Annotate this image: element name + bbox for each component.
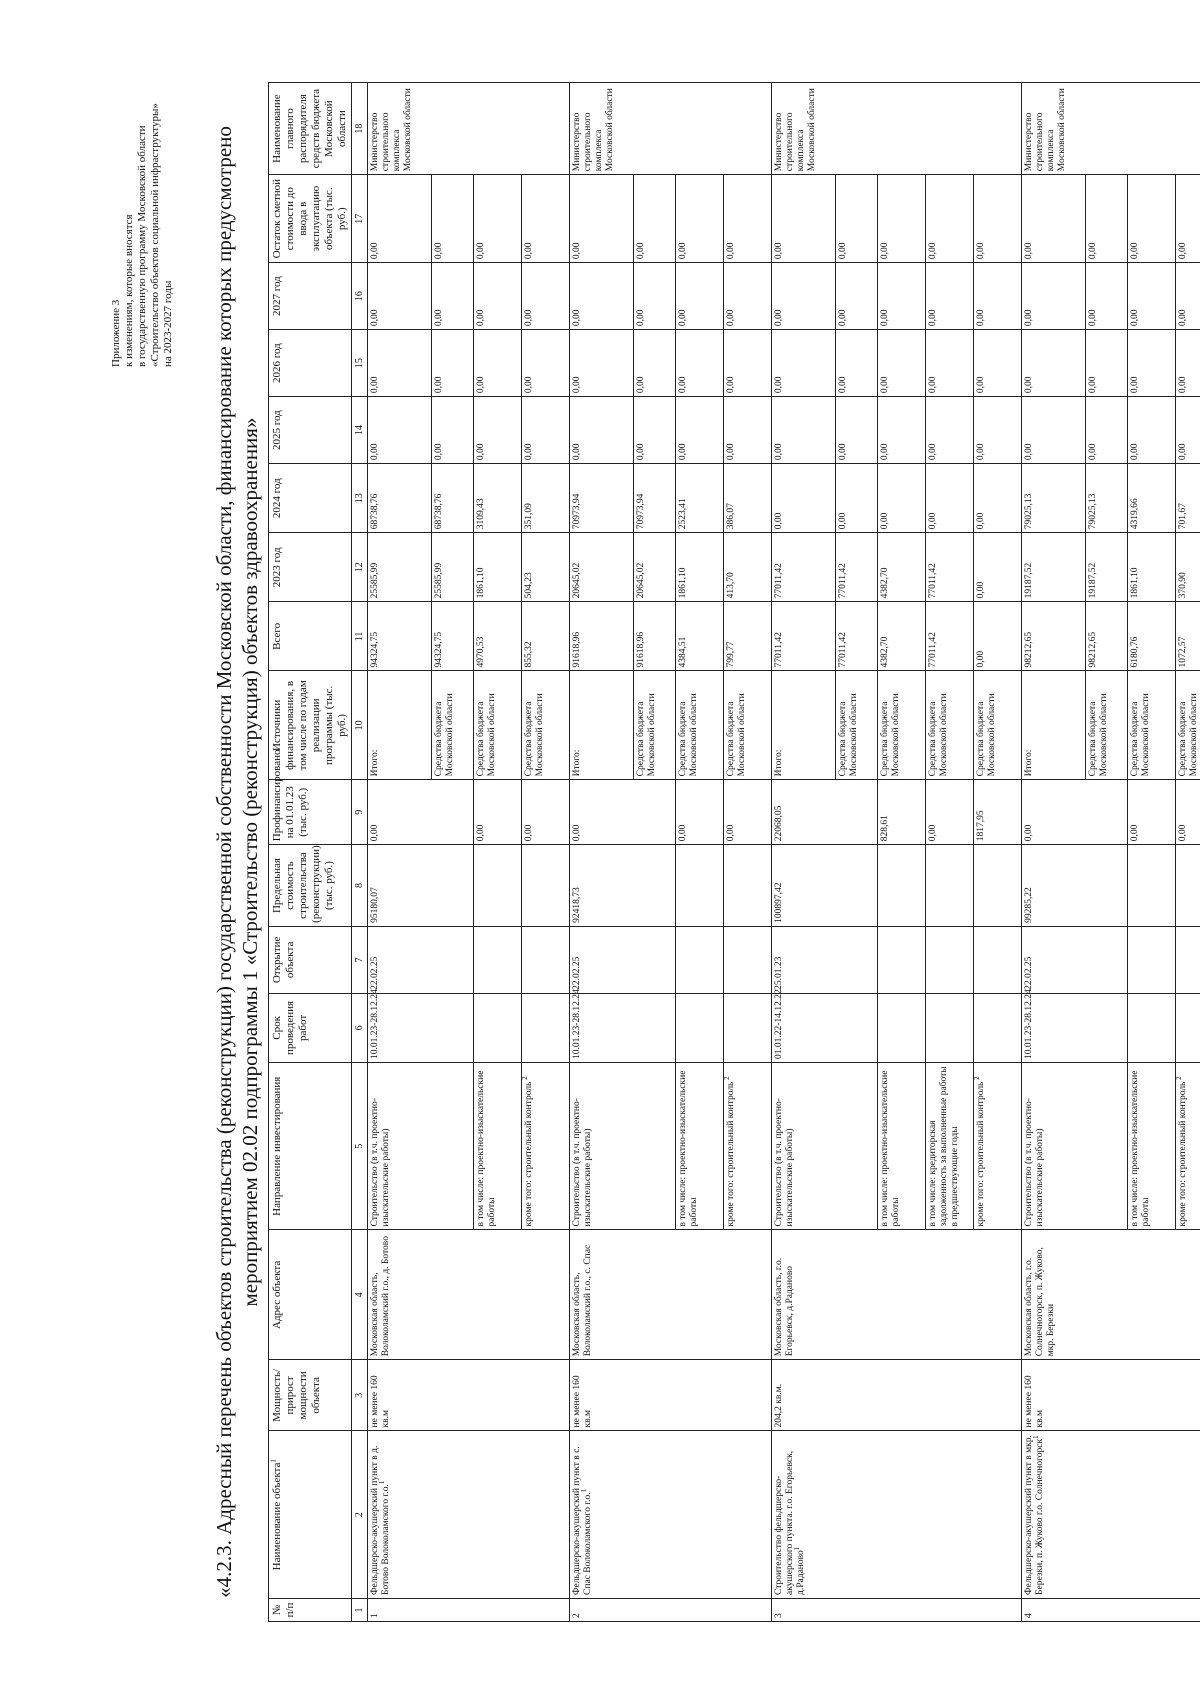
opening-cell: 25.01.23 [772, 926, 878, 993]
source-cell: Средства бюджета Московской области [1176, 671, 1200, 780]
year-2027-cell: 0,00 [1128, 263, 1176, 330]
table-body [368, 83, 1200, 1622]
year-2023-cell: 77011,42 [772, 533, 836, 602]
year-2026-cell: 0,00 [926, 330, 974, 397]
financed-cell: 0,00 [368, 780, 474, 845]
year-2027-cell: 0,00 [634, 263, 676, 330]
rest-cell: 0,00 [432, 175, 474, 263]
year-2026-cell: 0,00 [1176, 330, 1200, 397]
rest-cell: 0,00 [772, 175, 836, 263]
total-cell: 855,32 [522, 602, 570, 671]
total-cell: 4384,51 [676, 602, 724, 671]
year-2025-cell: 0,00 [974, 397, 1022, 464]
object-name-text: Строительство фельдшерско-акушерского пункта. г.о. Егорьевск, д.Раданово [774, 1450, 806, 1595]
address-list-table [268, 82, 1200, 1622]
total-cell: 4970,53 [474, 602, 522, 671]
table-row [772, 83, 836, 1622]
rest-cell: 0,00 [474, 175, 522, 263]
limit-cost-cell: 99285,22 [1022, 845, 1128, 927]
year-2025-cell: 0,00 [772, 397, 836, 464]
object-name-cell [368, 1431, 570, 1599]
financed-cell: 0,00 [724, 780, 772, 845]
year-2025-cell: 0,00 [1176, 397, 1200, 464]
year-2023-cell: 4382,70 [878, 533, 926, 602]
year-2025-cell: 0,00 [836, 397, 878, 464]
opening-cell [676, 926, 724, 993]
object-number-cell: 2 [570, 1598, 772, 1621]
total-cell: 91618,96 [634, 602, 676, 671]
object-number-cell: 3 [772, 1598, 1022, 1621]
column-number: 3 [352, 1360, 368, 1431]
year-2024-cell: 0,00 [926, 464, 974, 533]
year-2027-cell: 0,00 [836, 263, 878, 330]
financed-cell: 0,00 [1022, 780, 1128, 845]
source-cell: Итого: [1022, 671, 1086, 780]
direction-cell: кроме того: строительный контроль $^2$ [974, 1062, 1022, 1230]
appendix-line: к изменениям, которые вносятся [123, 214, 135, 367]
year-2025-cell: 0,00 [1022, 397, 1086, 464]
footnote-mark: 1 [579, 1488, 588, 1493]
total-cell: 77011,42 [836, 602, 878, 671]
year-2027-cell: 0,00 [1176, 263, 1200, 330]
year-2026-cell: 0,00 [772, 330, 836, 397]
year-2027-cell: 0,00 [432, 263, 474, 330]
capacity-cell: 204,2 кв.м. [772, 1360, 1022, 1431]
header-sources: Источники финансирования, в том числе по годам реализации программы (тыс. руб.) [269, 671, 352, 780]
header-2027: 2027 год [269, 263, 352, 330]
opening-cell: 22.02.25 [1022, 926, 1128, 993]
column-number: 17 [352, 175, 368, 263]
year-2026-cell: 0,00 [474, 330, 522, 397]
header-2025: 2025 год [269, 397, 352, 464]
direction-cell: в том числе: проектно-изыскательские работы [1128, 1062, 1176, 1230]
year-2024-cell: 70973,94 [570, 464, 634, 533]
header-2023: 2023 год [269, 533, 352, 602]
year-2023-cell: 19187,52 [1022, 533, 1086, 602]
object-name-cell [1022, 1431, 1200, 1599]
column-numbers-row [352, 83, 368, 1622]
year-2024-cell: 70973,94 [634, 464, 676, 533]
year-2024-cell: 68738,76 [432, 464, 474, 533]
address-cell: Московская область, г.о. Солнечногорск, п. Жуково, мкр. Березки [1022, 1230, 1200, 1360]
year-2025-cell: 0,00 [522, 397, 570, 464]
year-2024-cell: 2523,41 [676, 464, 724, 533]
rest-cell: 0,00 [676, 175, 724, 263]
year-2023-cell: 1861,10 [474, 533, 522, 602]
opening-cell [974, 926, 1022, 993]
manager-cell: Министерство строительного комплекса Московской области [772, 83, 1022, 175]
term-cell [1176, 993, 1200, 1062]
financed-cell: 0,00 [1128, 780, 1176, 845]
total-cell: 799,77 [724, 602, 772, 671]
header-limit-cost: Предельная стоимость строительства (реконструкции) (тыс. руб.) [269, 845, 352, 927]
year-2026-cell: 0,00 [724, 330, 772, 397]
year-2025-cell: 0,00 [676, 397, 724, 464]
term-cell: 10.01.23-28.12.24 [570, 993, 676, 1062]
direction-cell: в том числе: проектно-изыскательские работы [676, 1062, 724, 1230]
appendix-line: Приложение 3 [110, 299, 122, 367]
total-cell: 1072,57 [1176, 602, 1200, 671]
object-name-text: Фельдшерско-акушерский пункт в д. Ботово Волоколамского г.о. [370, 1445, 391, 1595]
year-2024-cell: 0,00 [974, 464, 1022, 533]
header-financed: Профинансировано на 01.01.23 (тыс. руб.) [269, 780, 352, 845]
direction-cell: Строительство (в т.ч. проектно-изыскательские работы) [368, 1062, 474, 1230]
source-cell: Средства бюджета Московской области [1128, 671, 1176, 780]
direction-cell: в том числе: кредиторская задолженность за выполненные работы в предшествующие годы [926, 1062, 974, 1230]
source-cell: Средства бюджета Московской области [432, 671, 474, 780]
financed-cell: 828,61 [878, 780, 926, 845]
column-number: 5 [352, 1062, 368, 1230]
term-cell: 10.01.23-28.12.24 [368, 993, 474, 1062]
rest-cell: 0,00 [836, 175, 878, 263]
limit-cost-cell [522, 845, 570, 927]
object-name-cell [570, 1431, 772, 1599]
year-2027-cell: 0,00 [570, 263, 634, 330]
year-2026-cell: 0,00 [368, 330, 432, 397]
header-total: Всего [269, 602, 352, 671]
year-2025-cell: 0,00 [1128, 397, 1176, 464]
footnote-mark: 2 [520, 1076, 529, 1082]
direction-cell: кроме того: строительный контроль $^2$ [1176, 1062, 1200, 1230]
header-2024: 2024 год [269, 464, 352, 533]
direction-cell: в том числе: проектно-изыскательские работы [878, 1062, 926, 1230]
capacity-cell: не менее 160 кв.м [1022, 1360, 1200, 1431]
total-cell: 91618,96 [570, 602, 634, 671]
footnote-mark: 1 [269, 1459, 278, 1463]
term-cell [474, 993, 522, 1062]
object-name-cell [772, 1431, 1022, 1599]
year-2026-cell: 0,00 [570, 330, 634, 397]
direction-cell: Строительство (в т.ч. проектно-изыскательские работы) [772, 1062, 878, 1230]
financed-cell: 0,00 [570, 780, 676, 845]
term-cell: 10.01.23-28.12.24 [1022, 993, 1128, 1062]
column-number: 15 [352, 330, 368, 397]
header-manager: Наименование главного распорядителя средств бюджета Московской области [269, 83, 352, 175]
limit-cost-cell: 100897,42 [772, 845, 878, 927]
year-2023-cell: 77011,42 [836, 533, 878, 602]
appendix-note [110, 27, 175, 367]
column-number: 13 [352, 464, 368, 533]
year-2027-cell: 0,00 [368, 263, 432, 330]
year-2023-cell: 504,23 [522, 533, 570, 602]
footnote-mark: 2 [722, 1076, 731, 1082]
year-2024-cell: 386,07 [724, 464, 772, 533]
limit-cost-cell: 95180,07 [368, 845, 474, 927]
year-2023-cell: 20645,02 [634, 533, 676, 602]
address-cell: Московская область, Волоколамский г.о., д. Ботово [368, 1230, 570, 1360]
source-cell: Средства бюджета Московской области [1086, 671, 1128, 780]
opening-cell [522, 926, 570, 993]
opening-cell [926, 926, 974, 993]
total-cell: 0,00 [974, 602, 1022, 671]
table-row [368, 83, 432, 1622]
year-2024-cell: 701,67 [1176, 464, 1200, 533]
footnote-mark: 2 [972, 1076, 981, 1082]
year-2027-cell: 0,00 [522, 263, 570, 330]
rest-cell: 0,00 [878, 175, 926, 263]
year-2023-cell: 1861,10 [676, 533, 724, 602]
direction-cell: кроме того: строительный контроль $^2$ [724, 1062, 772, 1230]
total-cell: 4382,70 [878, 602, 926, 671]
term-cell [724, 993, 772, 1062]
source-cell: Средства бюджета Московской области [878, 671, 926, 780]
year-2023-cell: 20645,02 [570, 533, 634, 602]
column-number: 9 [352, 780, 368, 845]
appendix-line: в государственную программу Московской области [136, 125, 148, 367]
source-cell: Средства бюджета Московской области [522, 671, 570, 780]
column-number: 10 [352, 671, 368, 780]
year-2023-cell: 77011,42 [926, 533, 974, 602]
term-cell [676, 993, 724, 1062]
capacity-cell: не менее 160 кв.м [368, 1360, 570, 1431]
year-2025-cell: 0,00 [474, 397, 522, 464]
rest-cell: 0,00 [1022, 175, 1086, 263]
rest-cell: 0,00 [1086, 175, 1128, 263]
manager-cell: Министерство строительного комплекса Московской области [1022, 83, 1200, 175]
source-cell: Средства бюджета Московской области [836, 671, 878, 780]
financed-cell: 0,00 [926, 780, 974, 845]
source-cell: Средства бюджета Московской области [474, 671, 522, 780]
limit-cost-cell [1128, 845, 1176, 927]
year-2026-cell: 0,00 [1086, 330, 1128, 397]
object-name-text: Фельдшерско-акушерский пункт в с. Спас Волоколамского г.о. [572, 1446, 593, 1595]
financed-cell: 1817,95 [974, 780, 1022, 845]
financed-cell: 0,00 [474, 780, 522, 845]
object-number-cell: 1 [368, 1598, 570, 1621]
year-2027-cell: 0,00 [724, 263, 772, 330]
object-name-text: Фельдшерско-акушерский пункт в мкр. Березки, п. Жуково г.о. Солнечногорск [1024, 1435, 1045, 1595]
year-2025-cell: 0,00 [724, 397, 772, 464]
total-cell: 6180,76 [1128, 602, 1176, 671]
year-2026-cell: 0,00 [1128, 330, 1176, 397]
manager-cell: Министерство строительного комплекса Московской области [570, 83, 772, 175]
year-2023-cell: 25585,99 [432, 533, 474, 602]
year-2025-cell: 0,00 [878, 397, 926, 464]
appendix-line: на 2023-2027 годы [162, 280, 174, 367]
year-2024-cell: 68738,76 [368, 464, 432, 533]
year-2024-cell: 79025,13 [1086, 464, 1128, 533]
opening-cell: 22.02.25 [368, 926, 474, 993]
year-2027-cell: 0,00 [926, 263, 974, 330]
year-2027-cell: 0,00 [772, 263, 836, 330]
rest-cell: 0,00 [724, 175, 772, 263]
header-capacity: Мощность/ прирост мощности объекта [269, 1360, 352, 1431]
header-rest: Остаток сметной стоимости до ввода в эксплуатацию объекта (тыс. руб.) [269, 175, 352, 263]
appendix-line: «Строительство объектов социальной инфраструктуры» [149, 103, 161, 367]
year-2024-cell: 0,00 [772, 464, 836, 533]
column-number: 16 [352, 263, 368, 330]
footnote-mark: 1 [1031, 1435, 1040, 1439]
year-2026-cell: 0,00 [676, 330, 724, 397]
term-cell: 01.01.22-14.12.22 [772, 993, 878, 1062]
header-object-name [269, 1431, 352, 1599]
term-cell [974, 993, 1022, 1062]
header-opening: Открытие объекта [269, 926, 352, 993]
financed-cell: 0,00 [522, 780, 570, 845]
limit-cost-cell [974, 845, 1022, 927]
header-no: № п/п [269, 1598, 352, 1621]
footnote-mark: 2 [1174, 1076, 1183, 1082]
document-title-line-2: мероприятием 02.02 подпрограммы 1 «Строительство (реконструкция) объектов здравоохранения» [238, 417, 262, 1307]
financed-cell: 22068,05 [772, 780, 878, 845]
term-cell [522, 993, 570, 1062]
year-2023-cell: 19187,52 [1086, 533, 1128, 602]
year-2026-cell: 0,00 [974, 330, 1022, 397]
year-2023-cell: 413,70 [724, 533, 772, 602]
source-cell: Средства бюджета Московской области [724, 671, 772, 780]
opening-cell [474, 926, 522, 993]
table-row [570, 83, 634, 1622]
manager-cell: Министерство строительного комплекса Московской области [368, 83, 570, 175]
limit-cost-cell [474, 845, 522, 927]
source-cell: Средства бюджета Московской области [634, 671, 676, 780]
financed-cell: 0,00 [676, 780, 724, 845]
year-2025-cell: 0,00 [368, 397, 432, 464]
column-number: 11 [352, 602, 368, 671]
column-number: 4 [352, 1230, 368, 1360]
year-2024-cell: 0,00 [878, 464, 926, 533]
year-2026-cell: 0,00 [634, 330, 676, 397]
year-2023-cell: 0,00 [974, 533, 1022, 602]
year-2023-cell: 25585,99 [368, 533, 432, 602]
rest-cell: 0,00 [522, 175, 570, 263]
header-object-name-text: Наименование объекта [271, 1462, 283, 1571]
direction-cell: Строительство (в т.ч. проектно-изыскательские работы) [1022, 1062, 1128, 1230]
header-term: Срок проведения работ [269, 993, 352, 1062]
column-number: 14 [352, 397, 368, 464]
address-cell: Московская область, Волоколамский г.о., с. Спас [570, 1230, 772, 1360]
opening-cell: 22.02.25 [570, 926, 676, 993]
column-number: 6 [352, 993, 368, 1062]
header-2026: 2026 год [269, 330, 352, 397]
address-cell: Московская область, г.о. Егорьевск, д.Раданово [772, 1230, 1022, 1360]
year-2027-cell: 0,00 [474, 263, 522, 330]
year-2025-cell: 0,00 [926, 397, 974, 464]
term-cell [926, 993, 974, 1062]
year-2026-cell: 0,00 [836, 330, 878, 397]
limit-cost-cell [676, 845, 724, 927]
year-2027-cell: 0,00 [1022, 263, 1086, 330]
year-2025-cell: 0,00 [570, 397, 634, 464]
rest-cell: 0,00 [570, 175, 634, 263]
total-cell: 94324,75 [432, 602, 474, 671]
footnote-mark: 1 [792, 1546, 801, 1551]
direction-cell: кроме того: строительный контроль $^2$ [522, 1062, 570, 1230]
limit-cost-cell [926, 845, 974, 927]
header-address: Адрес объекта [269, 1230, 352, 1360]
total-cell: 77011,42 [772, 602, 836, 671]
direction-cell: Строительство (в т.ч. проектно-изыскательские работы) [570, 1062, 676, 1230]
rest-cell: 0,00 [368, 175, 432, 263]
source-cell: Итого: [368, 671, 432, 780]
year-2023-cell: 1861,10 [1128, 533, 1176, 602]
column-number: 8 [352, 845, 368, 927]
table-header-row [269, 83, 352, 1622]
term-cell [878, 993, 926, 1062]
footnote-mark: 1 [377, 1480, 386, 1485]
limit-cost-cell [1176, 845, 1200, 927]
year-2025-cell: 0,00 [432, 397, 474, 464]
limit-cost-cell: 92418,73 [570, 845, 676, 927]
year-2027-cell: 0,00 [878, 263, 926, 330]
total-cell: 98212,65 [1086, 602, 1128, 671]
column-number: 7 [352, 926, 368, 993]
source-cell: Средства бюджета Московской области [676, 671, 724, 780]
direction-cell: в том числе: проектно-изыскательские работы [474, 1062, 522, 1230]
year-2025-cell: 0,00 [1086, 397, 1128, 464]
year-2027-cell: 0,00 [1086, 263, 1128, 330]
column-number: 1 [352, 1598, 368, 1621]
year-2026-cell: 0,00 [432, 330, 474, 397]
capacity-cell: не менее 160 кв.м [570, 1360, 772, 1431]
object-number-cell: 4 [1022, 1598, 1200, 1621]
year-2024-cell: 79025,13 [1022, 464, 1086, 533]
source-cell: Итого: [570, 671, 634, 780]
year-2026-cell: 0,00 [1022, 330, 1086, 397]
opening-cell [878, 926, 926, 993]
year-2023-cell: 370,90 [1176, 533, 1200, 602]
year-2027-cell: 0,00 [974, 263, 1022, 330]
header-direction: Направление инвестирования [269, 1062, 352, 1230]
total-cell: 98212,65 [1022, 602, 1086, 671]
financed-cell: 0,00 [1176, 780, 1200, 845]
rest-cell: 0,00 [974, 175, 1022, 263]
table-row [1022, 83, 1086, 1622]
opening-cell [1128, 926, 1176, 993]
total-cell: 77011,42 [926, 602, 974, 671]
year-2026-cell: 0,00 [522, 330, 570, 397]
source-cell: Средства бюджета Московской области [926, 671, 974, 780]
document-title-line-1: «4.2.3. Адресный перечень объектов строительства (реконструкции) государственной собственности Московской области, финансирование которых предусмотрено [212, 126, 236, 1598]
year-2026-cell: 0,00 [878, 330, 926, 397]
term-cell [1128, 993, 1176, 1062]
year-2024-cell: 3109,43 [474, 464, 522, 533]
source-cell: Итого: [772, 671, 836, 780]
year-2025-cell: 0,00 [634, 397, 676, 464]
opening-cell [1176, 926, 1200, 993]
year-2024-cell: 0,00 [836, 464, 878, 533]
column-number: 18 [352, 83, 368, 175]
rest-cell: 0,00 [926, 175, 974, 263]
limit-cost-cell [878, 845, 926, 927]
rest-cell: 0,00 [634, 175, 676, 263]
total-cell: 94324,75 [368, 602, 432, 671]
column-number: 2 [352, 1431, 368, 1599]
limit-cost-cell [724, 845, 772, 927]
year-2024-cell: 4319,66 [1128, 464, 1176, 533]
column-number: 12 [352, 533, 368, 602]
rest-cell: 0,00 [1128, 175, 1176, 263]
rest-cell: 0,00 [1176, 175, 1200, 263]
source-cell: Средства бюджета Московской области [974, 671, 1022, 780]
opening-cell [724, 926, 772, 993]
year-2027-cell: 0,00 [676, 263, 724, 330]
year-2024-cell: 351,09 [522, 464, 570, 533]
